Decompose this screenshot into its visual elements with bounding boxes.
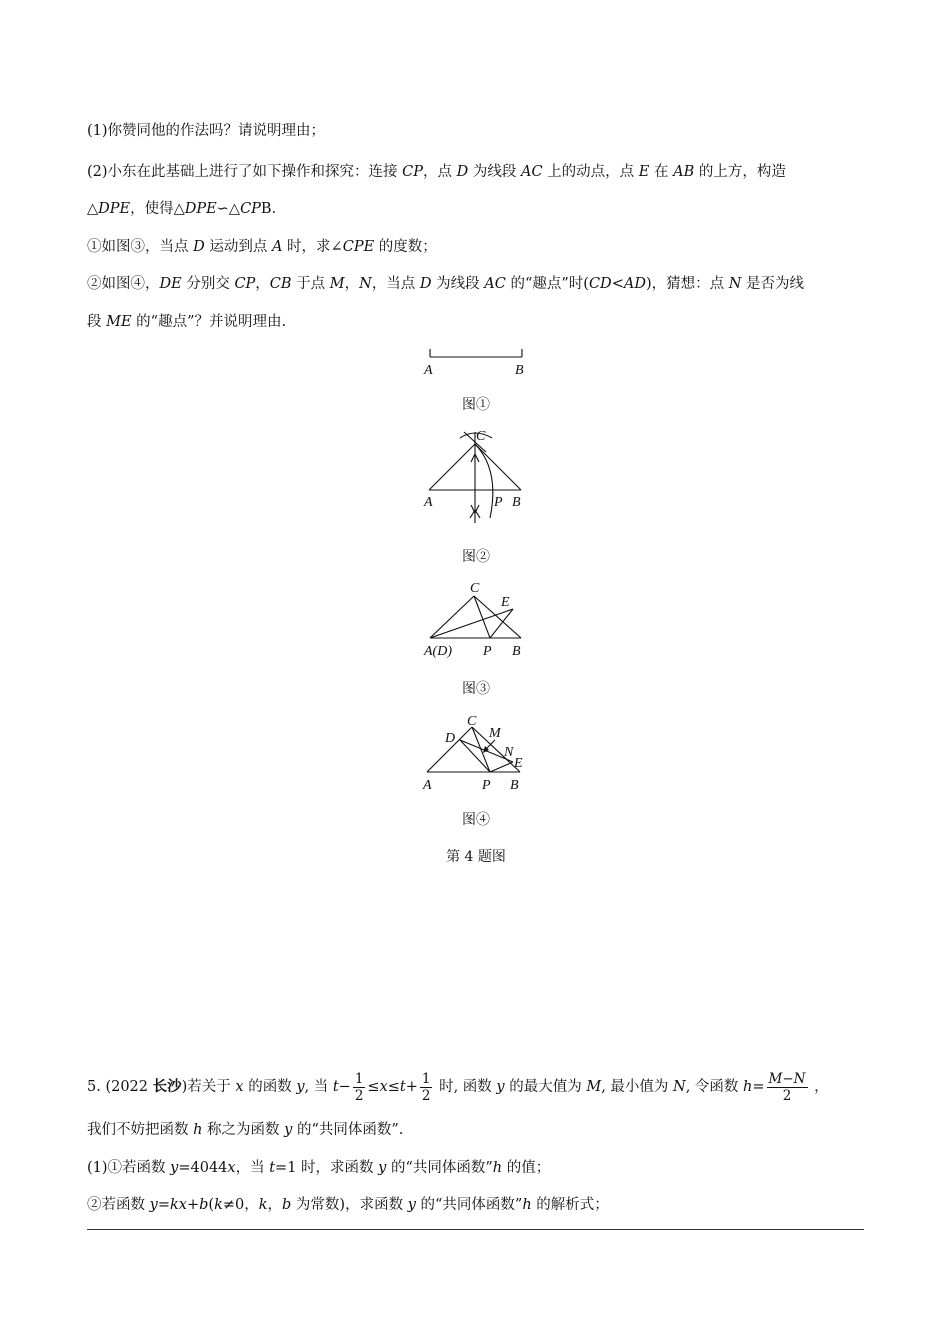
label-A-D: A(D) xyxy=(424,644,452,659)
text: (1)①若函数 xyxy=(87,1160,171,1176)
var: M xyxy=(586,1079,602,1095)
figure-4-caption: 图④ xyxy=(462,812,490,828)
fraction-half xyxy=(353,1071,366,1104)
text: 的“共同体函数” xyxy=(415,1197,523,1213)
var: CD xyxy=(588,276,612,292)
text: ， xyxy=(255,276,270,292)
text: ≤x≤ xyxy=(367,1079,400,1095)
denominator: 2 xyxy=(782,1087,792,1104)
p5-line1 xyxy=(87,1067,829,1107)
fraction-h xyxy=(767,1071,808,1104)
source-tag: 长沙 xyxy=(152,1078,182,1095)
var: N xyxy=(673,1079,686,1095)
figure-2 xyxy=(410,420,540,530)
var: h xyxy=(522,1197,532,1213)
text: =4044 xyxy=(178,1160,228,1176)
text: 的值； xyxy=(502,1160,551,1176)
var: kx xyxy=(169,1197,187,1213)
denominator: 2 xyxy=(421,1087,431,1104)
var: t xyxy=(269,1160,276,1176)
figure-2-caption: 图② xyxy=(462,549,490,565)
text: 的“共同体函数” xyxy=(386,1160,493,1176)
q1-label: (1)你赞同他的作法吗？请说明理由； xyxy=(87,123,326,139)
text: < xyxy=(611,276,624,292)
figure-3 xyxy=(410,575,540,665)
text: ，使得△ xyxy=(130,201,185,217)
var: N xyxy=(728,276,742,292)
text: 为线段 xyxy=(431,276,485,292)
label-P: P xyxy=(482,778,491,793)
text: − xyxy=(338,1079,351,1095)
var: k xyxy=(258,1197,268,1213)
text: 时, 函数 xyxy=(434,1079,497,1095)
label-B: B xyxy=(512,495,521,510)
var: AC xyxy=(520,164,543,180)
text: ， xyxy=(267,1197,283,1213)
text: 为常数)，求函数 xyxy=(291,1197,408,1213)
var: M xyxy=(329,276,345,292)
numerator: M−N xyxy=(768,1070,806,1087)
var: k xyxy=(214,1197,223,1213)
label-P: P xyxy=(494,495,503,510)
var: CB xyxy=(269,276,292,292)
label-E: E xyxy=(514,756,523,771)
var: CP xyxy=(402,164,424,180)
var: E xyxy=(638,164,650,180)
var: A xyxy=(271,239,283,255)
text: 的解析式； xyxy=(531,1197,609,1213)
var: t xyxy=(399,1079,406,1095)
text: 分别交 xyxy=(181,276,235,292)
var: h xyxy=(193,1122,203,1138)
label-B: B xyxy=(515,363,524,378)
label-N: N xyxy=(504,745,514,760)
q2-line1 xyxy=(87,162,786,182)
var: CPE xyxy=(342,239,375,255)
var: AC xyxy=(484,276,506,292)
text: 时，求∠ xyxy=(282,239,343,255)
text: 在 xyxy=(649,164,674,180)
label-B: B xyxy=(510,778,519,793)
text: , 最小值为 xyxy=(601,1079,674,1095)
var: y xyxy=(296,1079,305,1095)
text: 的度数； xyxy=(374,239,437,255)
text: 称之为函数 xyxy=(202,1122,285,1138)
text: ①如图③，当点 xyxy=(87,239,194,255)
figure-group-caption: 第 4 题图 xyxy=(446,849,506,865)
text: =1 时，求函数 xyxy=(275,1160,379,1176)
numerator: 1 xyxy=(421,1070,431,1087)
var: D xyxy=(419,276,432,292)
p5-q1a xyxy=(87,1158,550,1178)
text: 的“趣点”时( xyxy=(505,276,589,292)
var: y xyxy=(149,1197,158,1213)
var: h xyxy=(492,1160,503,1176)
text: )，猜想：点 xyxy=(645,276,729,292)
label-C: C xyxy=(467,714,477,729)
text: = xyxy=(157,1197,170,1213)
fraction-half xyxy=(420,1071,433,1104)
label-B: B xyxy=(512,644,521,659)
footer-divider xyxy=(87,1229,864,1230)
label-A: A xyxy=(423,778,432,793)
text: 上的动点，点 xyxy=(542,164,639,180)
text: 的函数 xyxy=(243,1079,297,1095)
var: x xyxy=(235,1079,244,1095)
text: 运动到点 xyxy=(204,239,272,255)
figure-1 xyxy=(410,340,540,380)
text: ， xyxy=(809,1079,829,1095)
q2b-line1 xyxy=(87,274,804,294)
label-E: E xyxy=(501,595,510,610)
q1-text xyxy=(87,121,325,141)
var: y xyxy=(284,1122,293,1138)
text: ，点 xyxy=(423,164,457,180)
label-M: M xyxy=(489,726,501,741)
var: AD xyxy=(623,276,646,292)
text: + xyxy=(405,1079,418,1095)
text: 的“共同体函数”. xyxy=(292,1122,404,1138)
q2b-line2 xyxy=(87,312,286,332)
p5-q1b xyxy=(87,1195,609,1215)
text: ②若函数 xyxy=(87,1197,150,1213)
var: b xyxy=(282,1197,292,1213)
var: DPE xyxy=(98,201,131,217)
text: B. xyxy=(260,201,277,217)
var: N xyxy=(359,276,372,292)
text: , 令函数 xyxy=(685,1079,744,1095)
text: + xyxy=(186,1197,200,1213)
label-D: D xyxy=(445,731,456,746)
figure-4 xyxy=(410,710,540,795)
numerator: 1 xyxy=(354,1070,364,1087)
var: D xyxy=(193,239,205,255)
p5-line2 xyxy=(87,1120,403,1140)
text: ，当点 xyxy=(371,276,420,292)
text: ∽△ xyxy=(216,201,241,217)
label-C: C xyxy=(476,429,486,444)
text: 的“趣点”？并说明理由. xyxy=(131,314,287,330)
var: x xyxy=(227,1160,236,1176)
text: ②如图④， xyxy=(87,276,160,292)
text: )若关于 xyxy=(181,1079,236,1095)
label-P: P xyxy=(483,644,492,659)
q2a-text xyxy=(87,237,437,257)
var: y xyxy=(407,1197,416,1213)
var: CP xyxy=(234,276,256,292)
text: ， xyxy=(344,276,360,292)
text: ( xyxy=(208,1197,215,1213)
text: ，当 xyxy=(235,1160,270,1176)
var: y xyxy=(378,1160,387,1176)
figure-3-caption: 图③ xyxy=(462,681,490,697)
q2-line2 xyxy=(87,199,276,219)
var: DE xyxy=(159,276,182,292)
text: △ xyxy=(87,201,99,217)
var: b xyxy=(199,1197,209,1213)
var: D xyxy=(456,164,469,180)
text: 于点 xyxy=(291,276,330,292)
var: y xyxy=(170,1160,179,1176)
figure-1-caption: 图① xyxy=(462,397,490,413)
text: (2)小东在此基础上进行了如下操作和探究：连接 xyxy=(87,164,403,180)
var: t xyxy=(332,1079,339,1095)
text: , 当 xyxy=(304,1079,333,1095)
var: y xyxy=(496,1079,505,1095)
var: DPE xyxy=(184,201,217,217)
text: 的上方，构造 xyxy=(694,164,786,180)
text: 的最大值为 xyxy=(504,1079,587,1095)
var: AB xyxy=(673,164,695,180)
label-C: C xyxy=(470,581,480,596)
var: CP xyxy=(240,201,261,217)
denominator: 2 xyxy=(354,1087,364,1104)
label-A: A xyxy=(424,363,433,378)
var: ME xyxy=(106,314,132,330)
problem-number: 5. (2022 xyxy=(87,1079,153,1095)
text: 段 xyxy=(87,314,107,330)
var: h= xyxy=(743,1079,765,1095)
label-A: A xyxy=(424,495,433,510)
text: ≠0， xyxy=(222,1197,259,1213)
text: 为线段 xyxy=(468,164,521,180)
text: 是否为线 xyxy=(741,276,805,292)
text: 我们不妨把函数 xyxy=(87,1122,194,1138)
